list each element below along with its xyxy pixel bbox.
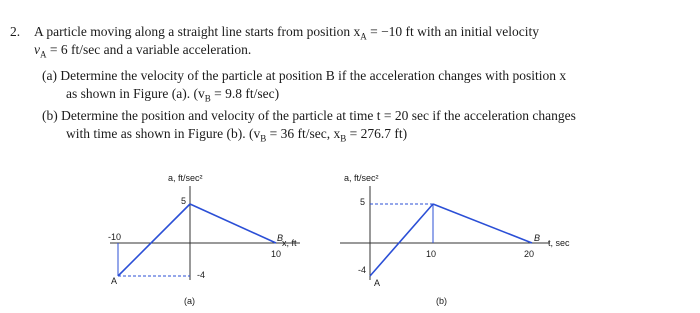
part-b-end: = 276.7 ft) xyxy=(346,126,408,141)
problem-line-1-sub: A xyxy=(360,31,367,42)
figure-a-x-right: 10 xyxy=(271,249,282,259)
problem-number: 2. xyxy=(10,24,21,39)
figure-b xyxy=(340,173,570,306)
problem-line-2-rest: = 6 ft/sec and a variable acceleration. xyxy=(46,42,252,57)
figure-b-y-bottom: -4 xyxy=(358,265,367,275)
part-b-sub-1: B xyxy=(260,133,267,144)
figure-a-x-left: -10 xyxy=(108,232,122,242)
figure-b-segment-rise xyxy=(370,204,433,276)
figure-a-segment-rise xyxy=(118,204,190,276)
figure-a xyxy=(108,173,300,306)
problem-line-2-sub: A xyxy=(40,49,47,60)
part-a-line-2-rest: = 9.8 ft/sec) xyxy=(210,86,280,101)
figure-b-xlabel: t, sec xyxy=(548,238,570,248)
figure-a-y-top: 5 xyxy=(181,196,187,206)
figure-a-ylabel: a, ft/sec² xyxy=(168,173,203,183)
figure-b-point-a: A xyxy=(374,278,381,288)
part-a-line-2 xyxy=(66,86,279,104)
problem-line-2 xyxy=(34,42,251,60)
problem-line-1 xyxy=(34,24,539,42)
part-b-sub-2: B xyxy=(340,133,347,144)
figure-a-point-a: A xyxy=(111,276,118,286)
figure-b-x-right: 20 xyxy=(524,249,535,259)
figure-b-point-b: B xyxy=(534,233,541,243)
part-b-line-2 xyxy=(66,126,407,144)
figure-b-caption: (b) xyxy=(436,296,447,306)
figure-a-segment-fall xyxy=(190,204,276,243)
part-b-line-1: (b) Determine the position and velocity of the particle at time t = 20 sec if the acceleration changes xyxy=(42,108,576,123)
figure-a-y-bottom: -4 xyxy=(197,270,206,280)
figure-b-y-top: 5 xyxy=(360,197,366,207)
figure-a-point-b: B xyxy=(277,233,284,243)
figure-b-segment-fall xyxy=(433,204,532,243)
part-a-sub: B xyxy=(204,93,211,104)
figure-a-caption: (a) xyxy=(184,296,195,306)
part-a-line-2-text: as shown in Figure (a). (v xyxy=(66,86,205,101)
problem-line-1-text: A particle moving along a straight line starts from position x xyxy=(34,24,361,39)
figures xyxy=(0,168,700,313)
problem-line-1-rest: = −10 ft with an initial velocity xyxy=(366,24,540,39)
part-b-mid: = 36 ft/sec, x xyxy=(266,126,341,141)
problem-line-2-var: v xyxy=(34,42,40,57)
figure-b-x-mid: 10 xyxy=(426,249,437,259)
figure-a-xlabel: x, ft xyxy=(282,238,297,248)
figure-b-ylabel: a, ft/sec² xyxy=(344,173,379,183)
part-a-line-1: (a) Determine the velocity of the particle at position B if the acceleration changes with position x xyxy=(42,68,567,83)
part-b-line-2-text: with time as shown in Figure (b). (v xyxy=(66,126,261,141)
